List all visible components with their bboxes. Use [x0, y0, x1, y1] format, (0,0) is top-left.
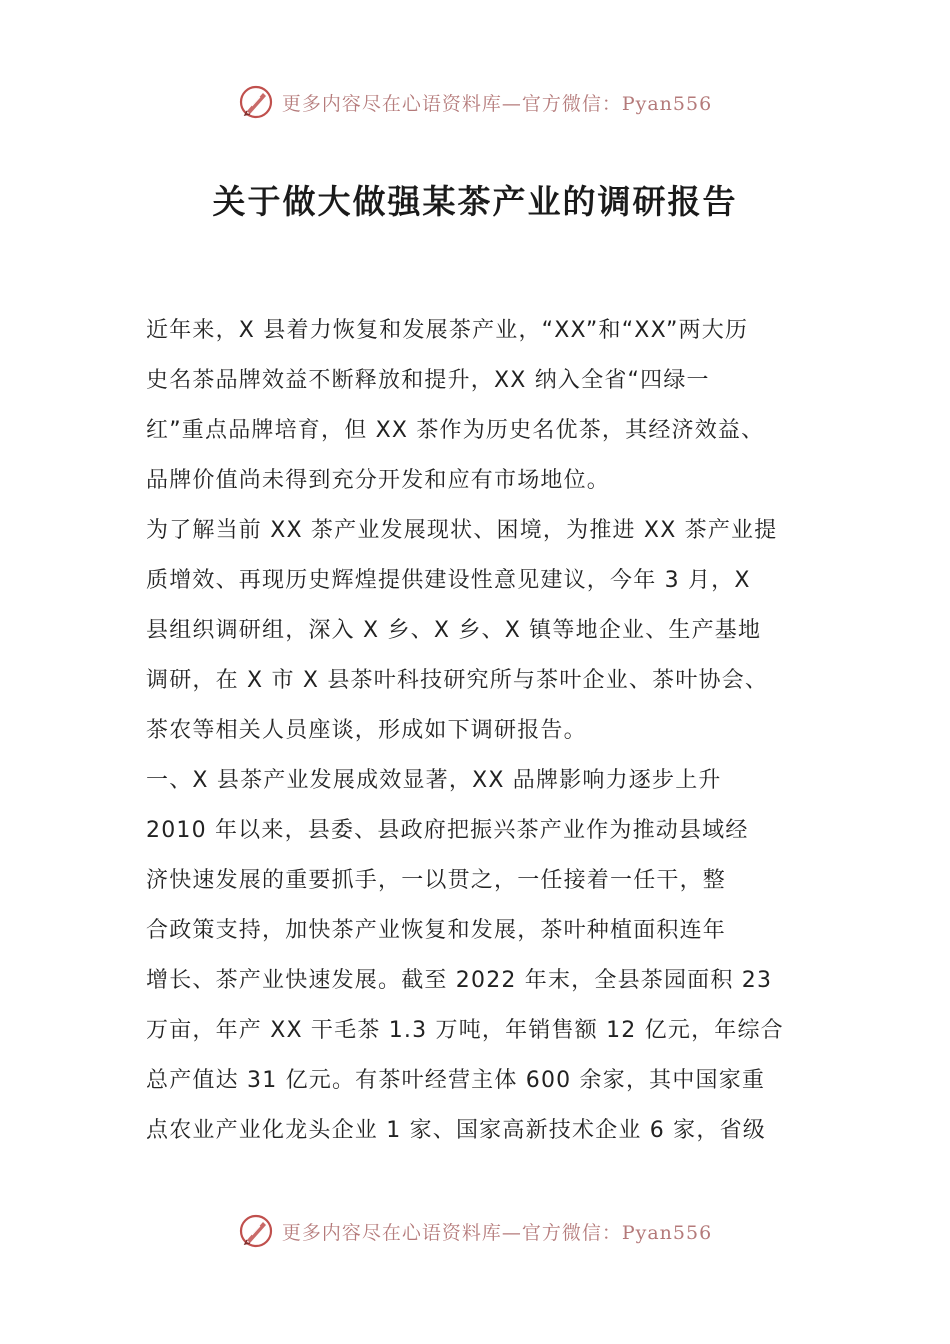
- text-line: 质增效、再现历史辉煌提供建设性意见建议，今年 3 月，X: [146, 568, 751, 593]
- text-line: 合政策支持，加快茶产业恢复和发展，茶叶种植面积连年: [146, 918, 727, 943]
- text-line: 点农业产业化龙头企业 1 家、国家高新技术企业 6 家，省级: [146, 1118, 766, 1143]
- watermark-text: 更多内容尽在心语资料库—官方微信：Pyan556: [281, 92, 713, 115]
- section-heading: 一、X 县茶产业发展成效显著，XX 品牌影响力逐步上升: [146, 768, 722, 793]
- quill-pen-icon: [238, 1213, 274, 1249]
- quill-pen-icon: [238, 84, 274, 120]
- watermark-text: 更多内容尽在心语资料库—官方微信：Pyan556: [281, 1221, 713, 1244]
- text-line: 总产值达 31 亿元。有茶叶经营主体 600 余家，其中国家重: [146, 1068, 766, 1093]
- text-line: 茶农等相关人员座谈，形成如下调研报告。: [146, 718, 587, 743]
- document-body: [146, 306, 816, 1156]
- watermark-footer: [0, 1211, 950, 1251]
- text-line: 近年来，X 县着力恢复和发展茶产业，“XX”和“XX”两大历: [146, 318, 749, 343]
- text-line: 史名茶品牌效益不断释放和提升，XX 纳入全省“四绿一: [146, 368, 710, 393]
- watermark-header: [0, 82, 950, 122]
- text-line: 调研，在 X 市 X 县茶叶科技研究所与茶叶企业、茶叶协会、: [146, 668, 769, 693]
- document-title: 关于做大做强某茶产业的调研报告: [212, 182, 738, 221]
- text-line: 增长、茶产业快速发展。截至 2022 年末，全县茶园面积 23: [146, 968, 773, 993]
- text-line: 万亩，年产 XX 干毛茶 1.3 万吨，年销售额 12 亿元，年综合: [146, 1018, 784, 1043]
- text-line: 济快速发展的重要抓手，一以贯之，一任接着一任干，整: [146, 868, 727, 893]
- text-line: 2010 年以来，县委、县政府把振兴茶产业作为推动县域经: [146, 818, 749, 843]
- text-line: 品牌价值尚未得到充分开发和应有市场地位。: [146, 468, 611, 493]
- text-line: 红”重点品牌培育，但 XX 茶作为历史名优茶，其经济效益、: [146, 418, 765, 443]
- text-line: 为了解当前 XX 茶产业发展现状、困境，为推进 XX 茶产业提: [146, 518, 778, 543]
- text-line: 县组织调研组，深入 X 乡、X 乡、X 镇等地企业、生产基地: [146, 618, 762, 643]
